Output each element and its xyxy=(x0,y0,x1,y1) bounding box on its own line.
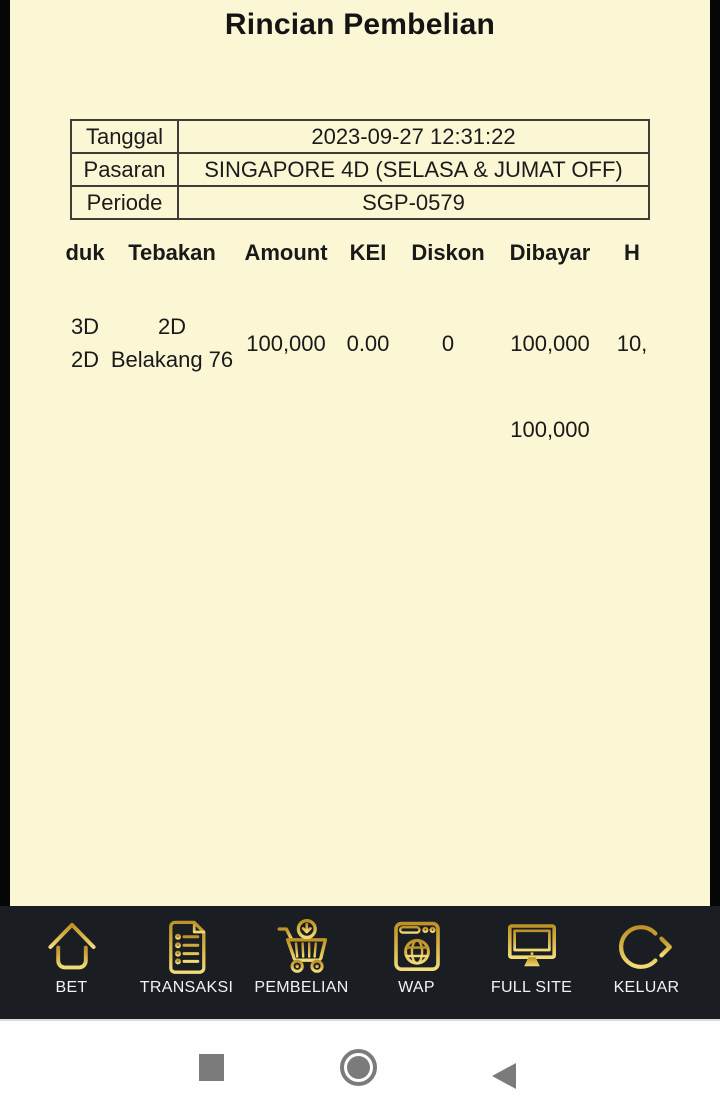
column-header-hadiah: H xyxy=(624,240,640,265)
info-value-tanggal: 2023-09-27 12:31:22 xyxy=(178,120,649,153)
nav-item-bet[interactable] xyxy=(14,906,129,1019)
desktop-monitor-icon xyxy=(502,917,562,977)
column-header-diskon: Diskon xyxy=(411,240,485,265)
nav-label-keluar: KELUAR xyxy=(613,979,680,996)
nav-item-pembelian[interactable] xyxy=(244,906,359,1019)
page-title: Rincian Pembelian xyxy=(224,8,496,41)
cell-tebakan: 2D Belakang 76 xyxy=(110,314,234,372)
cart-download-icon xyxy=(272,917,332,977)
table-row xyxy=(71,153,649,186)
column-header-produk: duk xyxy=(65,240,105,265)
nav-label-wap: WAP xyxy=(398,979,435,996)
cell-hadiah: 10, xyxy=(616,330,648,356)
cell-diskon: 0 xyxy=(441,330,455,356)
column-header-kei: KEI xyxy=(349,240,387,265)
android-navigation-bar xyxy=(0,1019,720,1116)
nav-item-transaksi[interactable] xyxy=(129,906,244,1019)
bet-table-data-row xyxy=(60,292,650,394)
bet-table-scroll[interactable] xyxy=(60,234,650,464)
home-button[interactable] xyxy=(340,1049,377,1086)
info-label-periode: Periode xyxy=(71,186,178,219)
bottom-nav xyxy=(0,906,720,1019)
bet-table-total-row xyxy=(60,412,650,448)
nav-label-transaksi: TRANSAKSI xyxy=(139,979,234,996)
nav-item-full-site[interactable] xyxy=(474,906,589,1019)
cell-produk: 3D 2D xyxy=(70,314,100,372)
cell-amount: 100,000 xyxy=(246,330,326,356)
cell-kei: 0.00 xyxy=(346,330,390,356)
home-icon xyxy=(42,917,102,977)
column-header-dibayar: Dibayar xyxy=(509,240,591,265)
nav-item-keluar[interactable] xyxy=(589,906,704,1019)
info-label-pasaran: Pasaran xyxy=(71,153,178,186)
total-dibayar: 100,000 xyxy=(510,417,590,442)
info-table xyxy=(70,119,650,220)
back-button[interactable] xyxy=(492,1063,516,1089)
table-row xyxy=(71,120,649,153)
info-label-tanggal: Tanggal xyxy=(71,120,178,153)
nav-label-full-site: FULL SITE xyxy=(490,979,573,996)
purchase-detail-panel xyxy=(10,0,710,906)
browser-globe-icon xyxy=(387,917,447,977)
logout-icon xyxy=(617,917,677,977)
column-header-amount: Amount xyxy=(244,240,328,265)
nav-item-wap[interactable] xyxy=(359,906,474,1019)
info-value-pasaran: SINGAPORE 4D (SELASA & JUMAT OFF) xyxy=(178,153,649,186)
info-value-periode: SGP-0579 xyxy=(178,186,649,219)
cell-dibayar: 100,000 xyxy=(510,330,590,356)
nav-label-pembelian: PEMBELIAN xyxy=(254,979,349,996)
home-button-inner xyxy=(347,1056,370,1079)
table-row xyxy=(71,186,649,219)
recents-button[interactable] xyxy=(199,1054,224,1081)
nav-label-bet: BET xyxy=(55,979,88,996)
column-header-tebakan: Tebakan xyxy=(128,240,216,265)
document-list-icon xyxy=(157,917,217,977)
bet-table-header-row xyxy=(60,234,650,272)
